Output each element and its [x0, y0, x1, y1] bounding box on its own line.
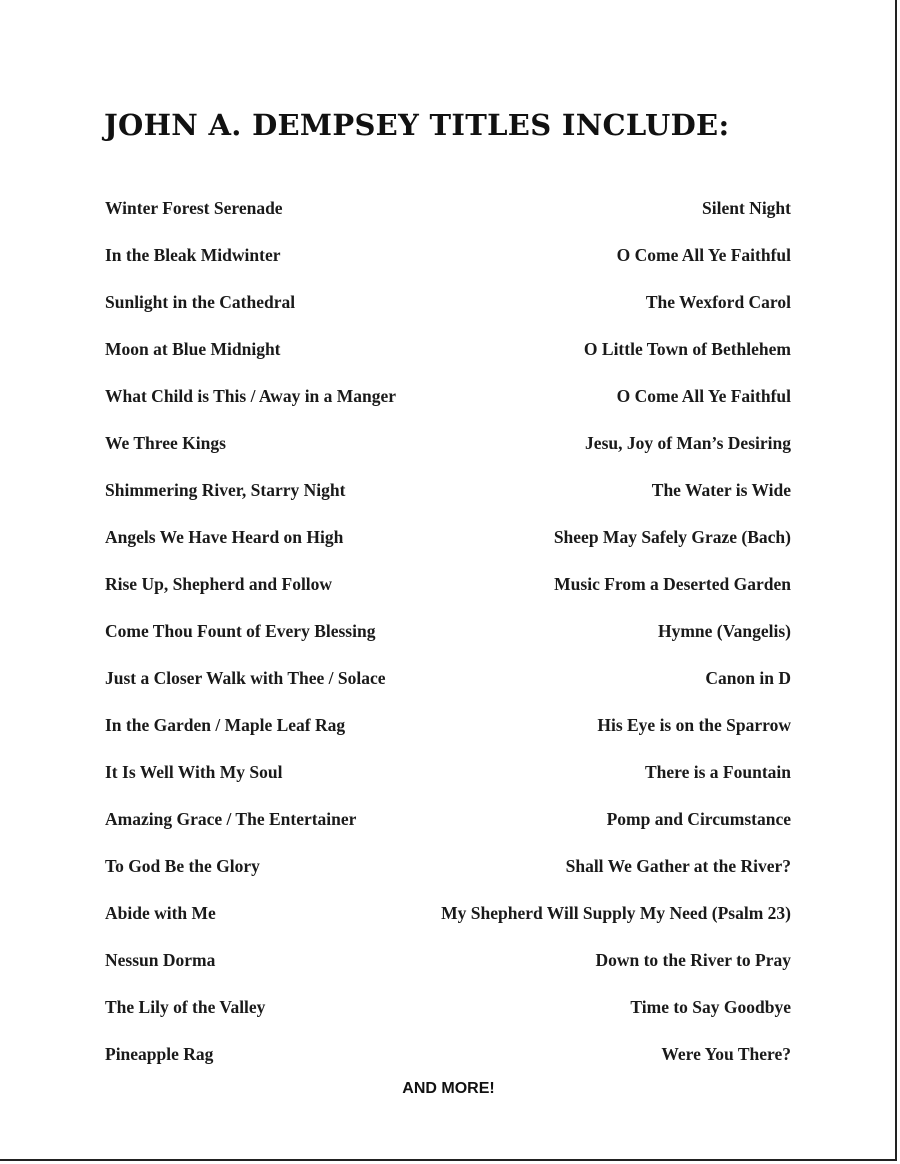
title-left: We Three Kings — [105, 433, 226, 453]
title-right: O Come All Ye Faithful — [616, 386, 791, 406]
title-left: Come Thou Fount of Every Blessing — [105, 621, 376, 641]
title-row — [105, 467, 791, 514]
title-right: There is a Fountain — [644, 762, 791, 782]
title-row — [105, 796, 791, 843]
title-right: Shall We Gather at the River? — [565, 856, 791, 876]
title-row — [105, 561, 791, 608]
title-row — [105, 655, 791, 702]
title-right: The Wexford Carol — [645, 292, 791, 312]
page-title: JOHN A. DEMPSEY TITLES INCLUDE: — [104, 108, 730, 142]
title-row — [105, 279, 791, 326]
title-left: Abide with Me — [105, 903, 216, 923]
title-right: O Come All Ye Faithful — [616, 245, 791, 265]
title-right: The Water is Wide — [651, 480, 791, 500]
title-right: Down to the River to Pray — [595, 950, 791, 970]
title-left: In the Garden / Maple Leaf Rag — [105, 715, 346, 735]
title-left: Nessun Dorma — [105, 950, 216, 970]
title-row — [105, 420, 791, 467]
title-row — [105, 890, 791, 937]
title-left: Winter Forest Serenade — [105, 198, 283, 218]
title-row — [105, 185, 791, 232]
title-right: Time to Say Goodbye — [630, 997, 791, 1017]
title-right: Were You There? — [661, 1044, 791, 1064]
title-right: Music From a Deserted Garden — [554, 574, 791, 594]
title-right: His Eye is on the Sparrow — [597, 715, 791, 735]
title-row — [105, 373, 791, 420]
title-left: In the Bleak Midwinter — [105, 245, 281, 265]
title-left: Just a Closer Walk with Thee / Solace — [105, 668, 386, 688]
title-right: Hymne (Vangelis) — [657, 621, 791, 641]
title-left: To God Be the Glory — [105, 856, 260, 876]
title-left: It Is Well With My Soul — [105, 762, 283, 782]
title-right: Canon in D — [705, 668, 791, 688]
title-left: Pineapple Rag — [105, 1044, 214, 1064]
title-right: O Little Town of Bethlehem — [583, 339, 791, 359]
title-left: Rise Up, Shepherd and Follow — [105, 574, 333, 594]
title-row — [105, 843, 791, 890]
title-right: Sheep May Safely Graze (Bach) — [553, 527, 791, 547]
title-row — [105, 749, 791, 796]
title-left: Moon at Blue Midnight — [105, 339, 281, 359]
title-left: Sunlight in the Cathedral — [105, 292, 296, 312]
title-right: My Shepherd Will Supply My Need (Psalm 23) — [441, 903, 791, 923]
titles-list — [105, 185, 791, 1078]
title-row — [105, 937, 791, 984]
title-row — [105, 232, 791, 279]
title-right: Jesu, Joy of Man’s Desiring — [585, 433, 791, 453]
title-row — [105, 608, 791, 655]
title-left: What Child is This / Away in a Manger — [105, 386, 397, 406]
title-left: The Lily of the Valley — [105, 997, 266, 1017]
title-left: Angels We Have Heard on High — [105, 527, 344, 547]
title-right: Silent Night — [702, 198, 791, 218]
title-row — [105, 326, 791, 373]
title-right: Pomp and Circumstance — [606, 809, 791, 829]
title-row — [105, 984, 791, 1031]
title-row — [105, 514, 791, 561]
title-row — [105, 1031, 791, 1078]
title-left: Shimmering River, Starry Night — [105, 480, 346, 500]
title-row — [105, 702, 791, 749]
and-more-footer: AND MORE! — [402, 1080, 495, 1097]
title-left: Amazing Grace / The Entertainer — [105, 809, 357, 829]
